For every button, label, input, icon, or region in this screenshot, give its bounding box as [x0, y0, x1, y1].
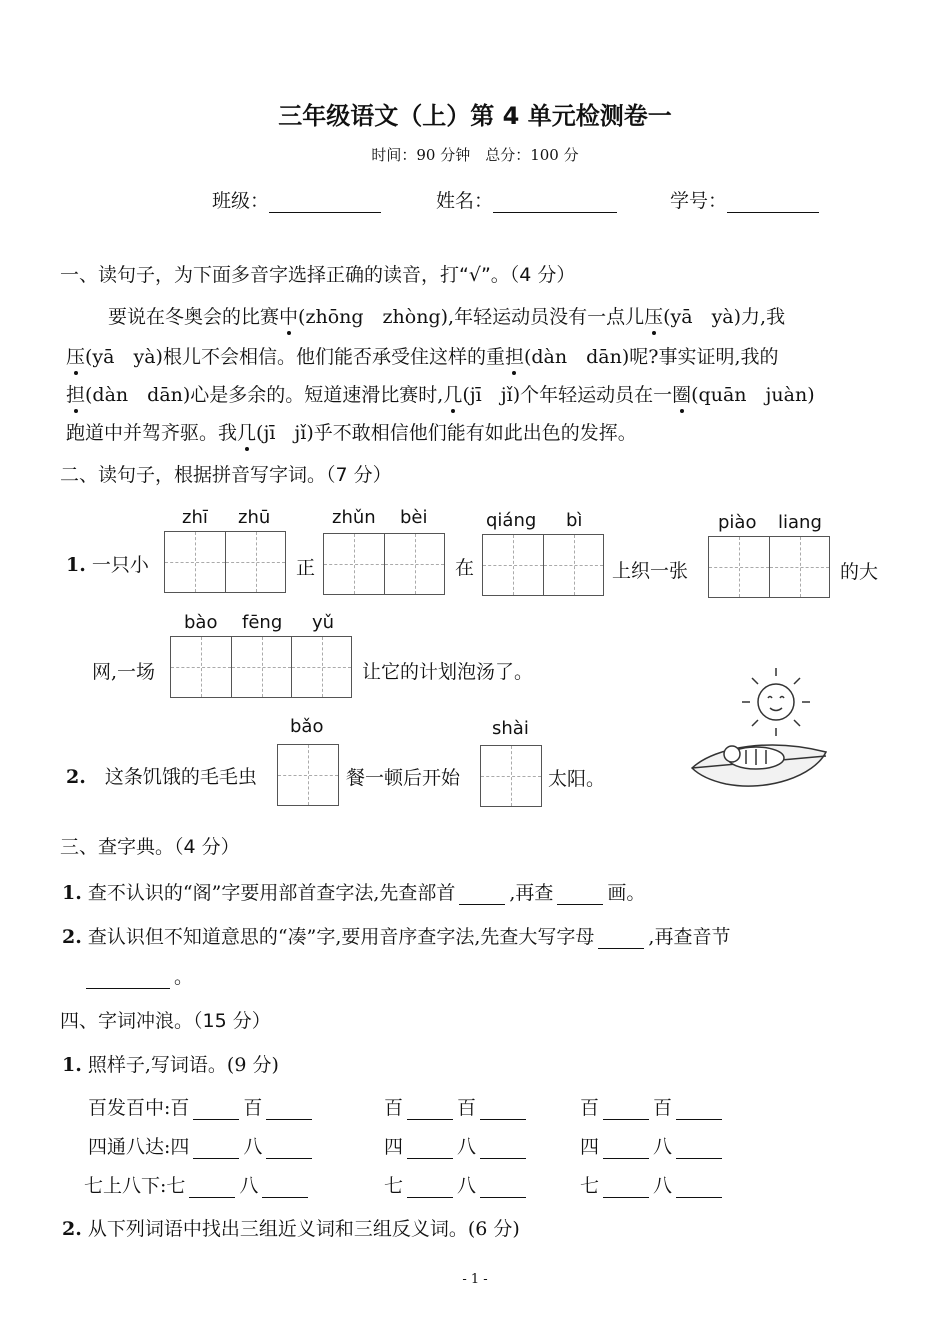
word-blank[interactable] — [407, 1181, 453, 1198]
pinyin-liang: liang — [778, 512, 822, 533]
pinyin-yu: yǔ — [312, 612, 335, 633]
word-row-1: 百发百中:百 百 — [88, 1093, 316, 1120]
word-row-1-c: 百 百 — [580, 1093, 726, 1120]
s3-q2-cont: 。 — [86, 962, 193, 989]
s2-q2-start: 2. 这条饥饿的毛毛虫 — [66, 766, 257, 788]
word-blank[interactable] — [189, 1181, 235, 1198]
word-row-3: 七上八下:七 八 — [84, 1171, 312, 1198]
word-blank[interactable] — [407, 1103, 453, 1120]
s2-q1-text-g: 让它的计划泡汤了。 — [362, 661, 534, 683]
caterpillar-sun-illustration — [686, 660, 836, 810]
s2-q2-text-c: 太阳。 — [548, 768, 606, 790]
word-blank[interactable] — [480, 1103, 526, 1120]
word-row-3-b: 七 八 — [384, 1171, 530, 1198]
s2-q1-text-d: 上织一张 — [612, 560, 689, 582]
page-number: - 1 - — [462, 1272, 488, 1287]
caterpillar-on-leaf-icon — [692, 745, 826, 786]
s3-q1: 1. 查不认识的“阁”字要用部首查字法,先查部首 ,再查 画。 — [62, 882, 646, 904]
class-field — [212, 186, 381, 213]
pinyin-shai: shài — [492, 718, 529, 739]
word-blank[interactable] — [603, 1142, 649, 1159]
name-field — [436, 186, 617, 213]
word-blank[interactable] — [266, 1142, 312, 1159]
radical-blank[interactable] — [459, 888, 505, 905]
word-blank[interactable] — [193, 1142, 239, 1159]
pinyin-zhun: zhǔn — [332, 507, 376, 528]
section-3-heading: 三、查字典。（4 分） — [60, 836, 240, 858]
pinyin-bi: bì — [566, 510, 583, 531]
s2-q1-text-c: 在 — [455, 557, 475, 579]
s2-q1-start: 1. 一只小 — [66, 554, 149, 576]
s2-q2-text-b: 餐一顿后开始 — [346, 767, 461, 789]
s1-line-2: 压(yā yà)根儿不会相信。他们能否承受住这样的重担(dàn dān)呢?事实证明,我的 — [66, 346, 779, 368]
section-4-heading: 四、字词冲浪。（15 分） — [60, 1010, 271, 1032]
class-label: 班级： — [212, 190, 270, 212]
answer-boxes-piaoliang[interactable] — [708, 536, 830, 598]
word-blank[interactable] — [480, 1181, 526, 1198]
answer-boxes-zhunbei[interactable] — [323, 533, 445, 595]
s2-q1-text-b: 正 — [296, 557, 316, 579]
answer-boxes-qiangbi[interactable] — [482, 534, 604, 596]
word-blank[interactable] — [676, 1181, 722, 1198]
word-blank[interactable] — [603, 1181, 649, 1198]
section-1-heading: 一、读句子，为下面多音字选择正确的读音，打“√”。（4 分） — [60, 264, 576, 286]
id-blank[interactable] — [727, 212, 819, 213]
word-blank[interactable] — [676, 1142, 722, 1159]
pinyin-zhu: zhū — [238, 507, 271, 528]
s3-q2: 2. 查认识但不知道意思的“凑”字,要用音序查字法,先查大写字母 ,再查音节 — [62, 926, 731, 948]
word-blank[interactable] — [676, 1103, 722, 1120]
name-blank[interactable] — [493, 212, 617, 213]
s1-line-1: 要说在冬奥会的比赛中(zhōng zhòng),年轻运动员没有一点儿压(yā yà)力,我 — [108, 306, 786, 328]
pinyin-qiang: qiáng — [486, 510, 537, 531]
answer-box-shai[interactable] — [480, 745, 542, 807]
syllable-blank[interactable] — [86, 972, 170, 989]
s1-line-3: 担(dàn dān)心是多余的。短道速滑比赛时,几(jī jǐ)个年轻运动员在一圈(quān juàn) — [66, 384, 815, 406]
answer-boxes-baofengyu[interactable] — [170, 636, 352, 698]
pinyin-bao3: bǎo — [290, 716, 324, 737]
section-2-heading: 二、读句子，根据拼音写字词。（7 分） — [60, 464, 392, 486]
s4-q2: 2. 从下列词语中找出三组近义词和三组反义词。(6 分) — [62, 1218, 520, 1240]
pinyin-bao: bào — [184, 612, 218, 633]
id-field — [670, 186, 819, 213]
word-row-2: 四通八达:四 八 — [88, 1132, 316, 1159]
answer-box-bao[interactable] — [277, 744, 339, 806]
word-blank[interactable] — [480, 1142, 526, 1159]
s4-q1: 1. 照样子,写词语。(9 分) — [62, 1054, 279, 1076]
exam-info: 时间：90 分钟 总分：100 分 — [371, 146, 579, 164]
s2-q1-text-e: 的大 — [840, 561, 879, 583]
word-row-2-c: 四 八 — [580, 1132, 726, 1159]
sun-icon — [742, 668, 810, 736]
pinyin-piao: piào — [718, 512, 757, 533]
name-label: 姓名： — [436, 190, 494, 212]
word-row-3-c: 七 八 — [580, 1171, 726, 1198]
class-blank[interactable] — [269, 212, 381, 213]
pinyin-feng: fēng — [242, 612, 283, 633]
capital-letter-blank[interactable] — [598, 932, 644, 949]
pinyin-zhi: zhī — [182, 507, 208, 528]
word-row-2-b: 四 八 — [384, 1132, 530, 1159]
word-row-1-b: 百 百 — [384, 1093, 530, 1120]
word-blank[interactable] — [193, 1103, 239, 1120]
word-blank[interactable] — [262, 1181, 308, 1198]
s1-line-4: 跑道中并驾齐驱。我几(jī jǐ)乎不敢相信他们能有如此出色的发挥。 — [66, 422, 637, 444]
s2-q1-text-f: 网,一场 — [92, 661, 156, 683]
word-blank[interactable] — [603, 1103, 649, 1120]
answer-boxes-zhizhu[interactable] — [164, 531, 286, 593]
word-blank[interactable] — [407, 1142, 453, 1159]
stroke-count-blank[interactable] — [557, 888, 603, 905]
page-title: 三年级语文（上）第 4 单元检测卷一 — [278, 102, 672, 130]
word-blank[interactable] — [266, 1103, 312, 1120]
pinyin-bei: bèi — [400, 507, 428, 528]
id-label: 学号： — [670, 190, 728, 212]
